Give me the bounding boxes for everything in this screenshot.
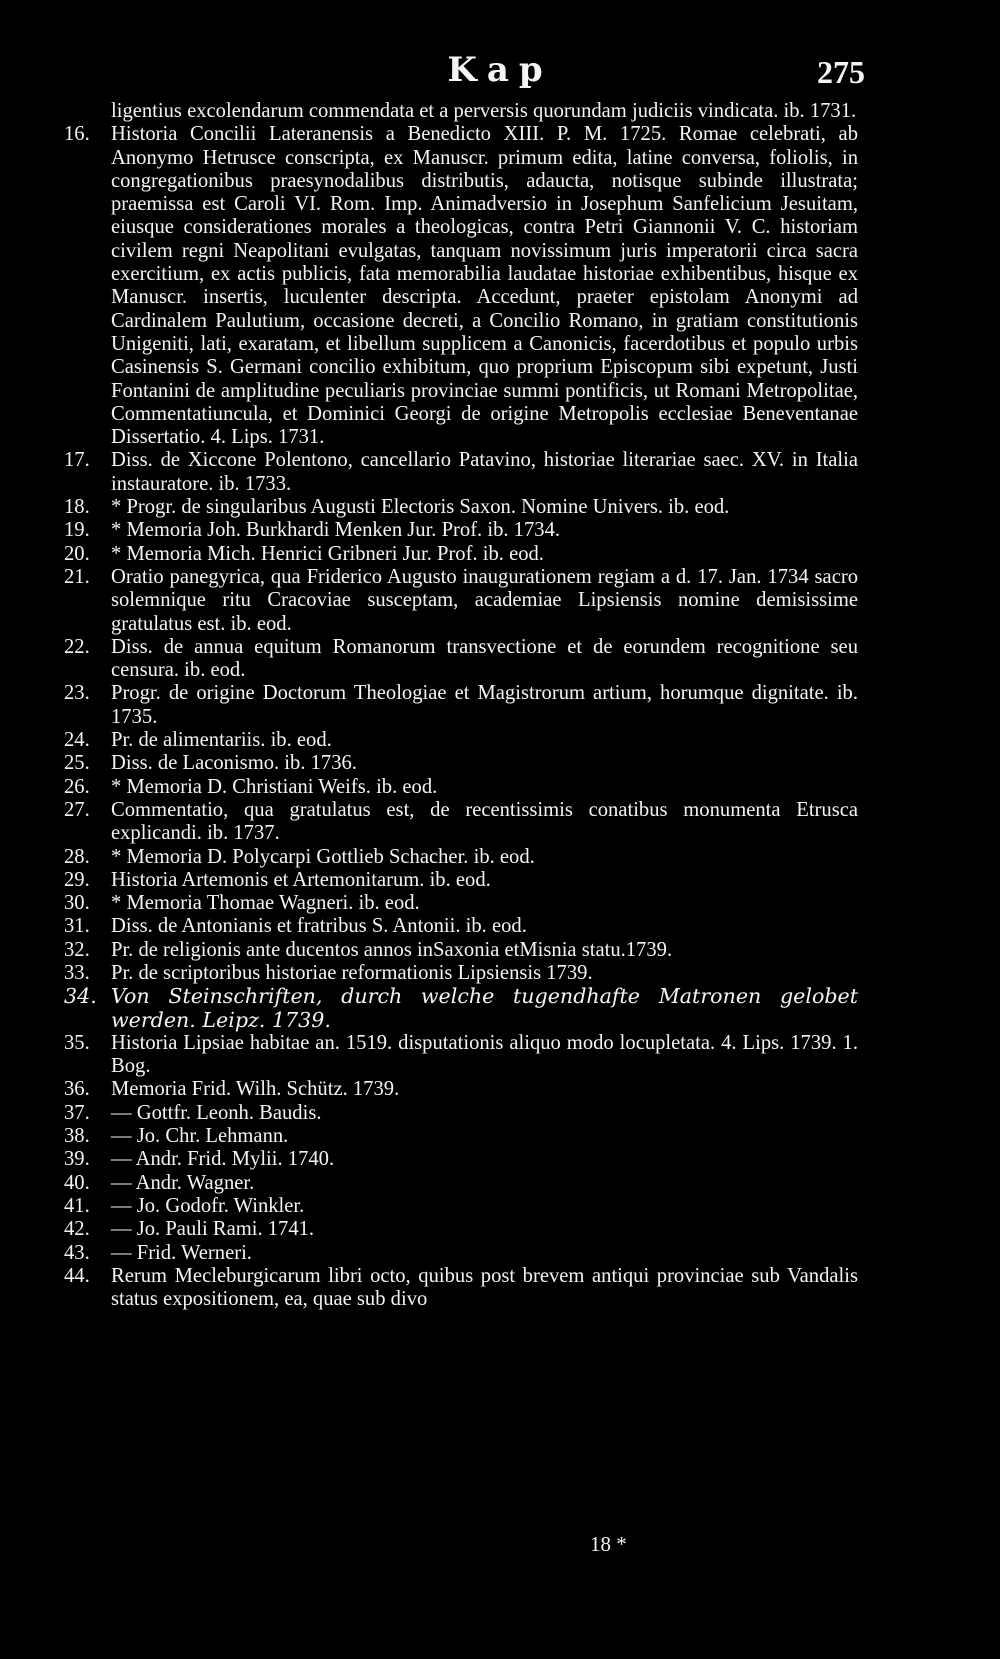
entry-text: * Memoria Thomae Wagneri. ib. eod.: [111, 892, 420, 915]
entry-number: 38.: [64, 1125, 90, 1148]
bibliography-entry: [0, 915, 1000, 938]
bibliography-entry: [0, 752, 1000, 775]
bibliography-entry: [0, 962, 1000, 985]
entry-text: * Memoria Mich. Henrici Gribneri Jur. Prof. ib. eod.: [111, 542, 544, 565]
entry-number: 29.: [64, 868, 90, 891]
entry-text: Diss. de annua equitum Romanorum transvectione et de eorundem recognitione seu censura. ib. eod.: [111, 635, 858, 682]
entry-number: 27.: [64, 798, 90, 821]
entry-text: — Andr. Wagner.: [111, 1171, 255, 1194]
bibliography-entry: [0, 985, 1000, 1032]
entry-number: 23.: [64, 682, 90, 705]
entry-number: 18.: [64, 496, 90, 519]
page-header: [0, 50, 1000, 94]
bibliography-entry: [0, 1125, 1000, 1148]
bibliography-entry: [0, 892, 1000, 915]
entry-text: Historia Artemonis et Artemonitarum. ib. eod.: [111, 868, 491, 891]
entry-number: 24.: [64, 729, 90, 752]
entry-number: 28.: [64, 845, 90, 868]
entry-text: Diss. de Laconismo. ib. 1736.: [111, 752, 357, 775]
entry-number: 20.: [64, 542, 90, 565]
entry-number: 19.: [64, 519, 90, 542]
entry-number: 22.: [64, 635, 90, 658]
entry-text: * Memoria D. Polycarpi Gottlieb Schacher. ib. eod.: [111, 845, 535, 868]
bibliography-entry: [0, 1078, 1000, 1101]
entry-text: Diss. de Antonianis et fratribus S. Antonii. ib. eod.: [111, 915, 527, 938]
entry-text: * Progr. de singularibus Augusti Electoris Saxon. Nomine Univers. ib. eod.: [111, 496, 730, 519]
entry-number: 43.: [64, 1241, 90, 1264]
entry-text: Diss. de Xiccone Polentono, cancellario Patavino, historiae literariae saec. XV. in Italia instauratore. ib. 1733.: [111, 449, 858, 495]
entry-number: 39.: [64, 1148, 90, 1171]
entry-text: * Memoria Joh. Burkhardi Menken Jur. Prof. ib. 1734.: [111, 519, 561, 542]
entry-text: — Frid. Werneri.: [111, 1241, 252, 1264]
entry-text: Pr. de religionis ante ducentos annos inSaxonia etMisnia statu.1739.: [111, 938, 673, 961]
bibliography-entry: [0, 776, 1000, 799]
entry-text: Oratio panegyrica, qua Friderico Augusto inaugurationem regiam a d. 17. Jan. 1734 sacro solemnique ritu Cracoviae susceptam, academiae Lipsiensis nomine demisissime gratulatus est. ib. eod.: [111, 565, 858, 635]
signature-mark: 18 *: [590, 1532, 627, 1556]
entry-text: Progr. de origine Doctorum Theologiae et Magistrorum artium, horumque dignitate. ib. 1735.: [111, 682, 858, 728]
entry-number: 32.: [64, 938, 90, 961]
entry-text: Historia Lipsiae habitae an. 1519. disputationis aliquo modo locupletata. 4. Lips. 1739. 1. Bog.: [111, 1031, 858, 1078]
entry-number: 36.: [64, 1078, 90, 1101]
bibliography-entry: [0, 543, 1000, 566]
entry-number: 26.: [64, 775, 90, 798]
entry-text: — Gottfr. Leonh. Baudis.: [111, 1101, 322, 1124]
bibliography-entry: [0, 1172, 1000, 1195]
bibliography-entry: [0, 869, 1000, 892]
bibliography-entry: [0, 682, 1000, 729]
entry-number: 35.: [64, 1031, 90, 1054]
bibliography-entry: [0, 123, 1000, 449]
entry-number: 42.: [64, 1218, 90, 1241]
entry-number: 30.: [64, 892, 90, 915]
page-number: 275: [817, 54, 865, 90]
bibliography-entry: [0, 496, 1000, 519]
entry-text: — Jo. Godofr. Winkler.: [111, 1194, 305, 1217]
running-head: Kap: [447, 50, 553, 90]
entry-number: 16.: [64, 123, 90, 146]
entry-number: 17.: [64, 449, 90, 472]
bibliography-entry: [0, 1102, 1000, 1125]
bibliography-entry: [0, 1148, 1000, 1171]
entry-number: 34.: [64, 984, 97, 1009]
bibliography-entry: [0, 1242, 1000, 1265]
entry-text: * Memoria D. Christiani Weifs. ib. eod.: [111, 775, 438, 798]
entry-text: Memoria Frid. Wilh. Schütz. 1739.: [111, 1078, 400, 1101]
entry-text: — Jo. Pauli Rami. 1741.: [111, 1218, 315, 1241]
bibliography-entry: [0, 519, 1000, 542]
bibliography-entry: [0, 449, 1000, 496]
bibliography-entry: [0, 566, 1000, 636]
bibliography-entry: [0, 846, 1000, 869]
entry-number: 37.: [64, 1101, 90, 1124]
bibliography-entry: [0, 1195, 1000, 1218]
entry-text: Historia Concilii Lateranensis a Benedicto XIII. P. M. 1725. Romae celebrati, ab Anonymo Hetrusce conscripta, ex Manuscr. primum edita, latine conversa, foliolis, in congregationibus praesynodalibus distributis, adaucta, notisque subinde illustrata; praemissa est Caroli VI. Rom. Imp. Animadversio in Josephum Sanfelicium Jesuitam, eiusque considerationes morales a theologicas, contra Petri Giannonii V. C. historiam civilem regni Neapolitani evulgatas, tanquam novissimum juris imperatorii circa sacra exercitium, ex actis publicis, fata memorabilia laudatae historiae exhibentibus, hisque ex Manuscr. insertis, luculenter descripta. Accedunt, praeter epistolam Anonymi ad Cardinalem Paulutium, occasione decreti, a Concilio Romano, in gratiam constitutionis Unigeniti, lati, exaratam, et libellum supplicem a Canonicis, facerdotibus et populo urbis Casinensis S. Germani concilio exhibitum, quo proprium Episcopum sibi expetunt, Justi Fontanini de amplitudine peculiaris provinciae summi pontificis, ut Romani Metropolitae, Commentatiuncula, et Dominici Georgi de origine Metropolis ecclesiae Beneventanae Dissertatio. 4. Lips. 1731.: [111, 123, 858, 449]
entry-text: ligentius excolendarum commendata et a perversis quorundam judiciis vindicata. ib. 1731.: [111, 100, 857, 122]
entry-number: 41.: [64, 1194, 90, 1217]
bibliography-entry: [0, 1265, 1000, 1312]
entry-number: 40.: [64, 1171, 90, 1194]
entry-text: Commentatio, qua gratulatus est, de recentissimis conatibus monumenta Etrusca explicandi. ib. 1737.: [111, 798, 858, 845]
entry-number: 44.: [64, 1264, 90, 1287]
entry-number: 33.: [64, 961, 90, 984]
bibliography-entry: [0, 1218, 1000, 1241]
bibliography-entry: [0, 1032, 1000, 1079]
entry-text: Pr. de alimentariis. ib. eod.: [111, 729, 332, 752]
entry-text: — Jo. Chr. Lehmann.: [111, 1125, 289, 1148]
bibliography-entry: [0, 799, 1000, 846]
bibliography-list: [0, 100, 1000, 1311]
bibliography-entry: [0, 939, 1000, 962]
entry-text: Pr. de scriptoribus historiae reformationis Lipsiensis 1739.: [111, 961, 593, 984]
entry-number: 31.: [64, 915, 90, 938]
entry-number: 21.: [64, 565, 90, 588]
entry-number: 25.: [64, 752, 90, 775]
entry-text: Rerum Mecleburgicarum libri octo, quibus post brevem antiqui provinciae sub Vandalis status expositionem, ea, quae sub divo: [111, 1264, 858, 1311]
bibliography-entry: [0, 100, 1000, 123]
bibliography-entry: [0, 636, 1000, 683]
entry-text: — Andr. Frid. Mylii. 1740.: [111, 1148, 335, 1171]
bibliography-entry: [0, 729, 1000, 752]
entry-text: Von Steinschriften, durch welche tugendhafte Matronen gelobet werden. Leipz. 1739.: [111, 984, 858, 1032]
